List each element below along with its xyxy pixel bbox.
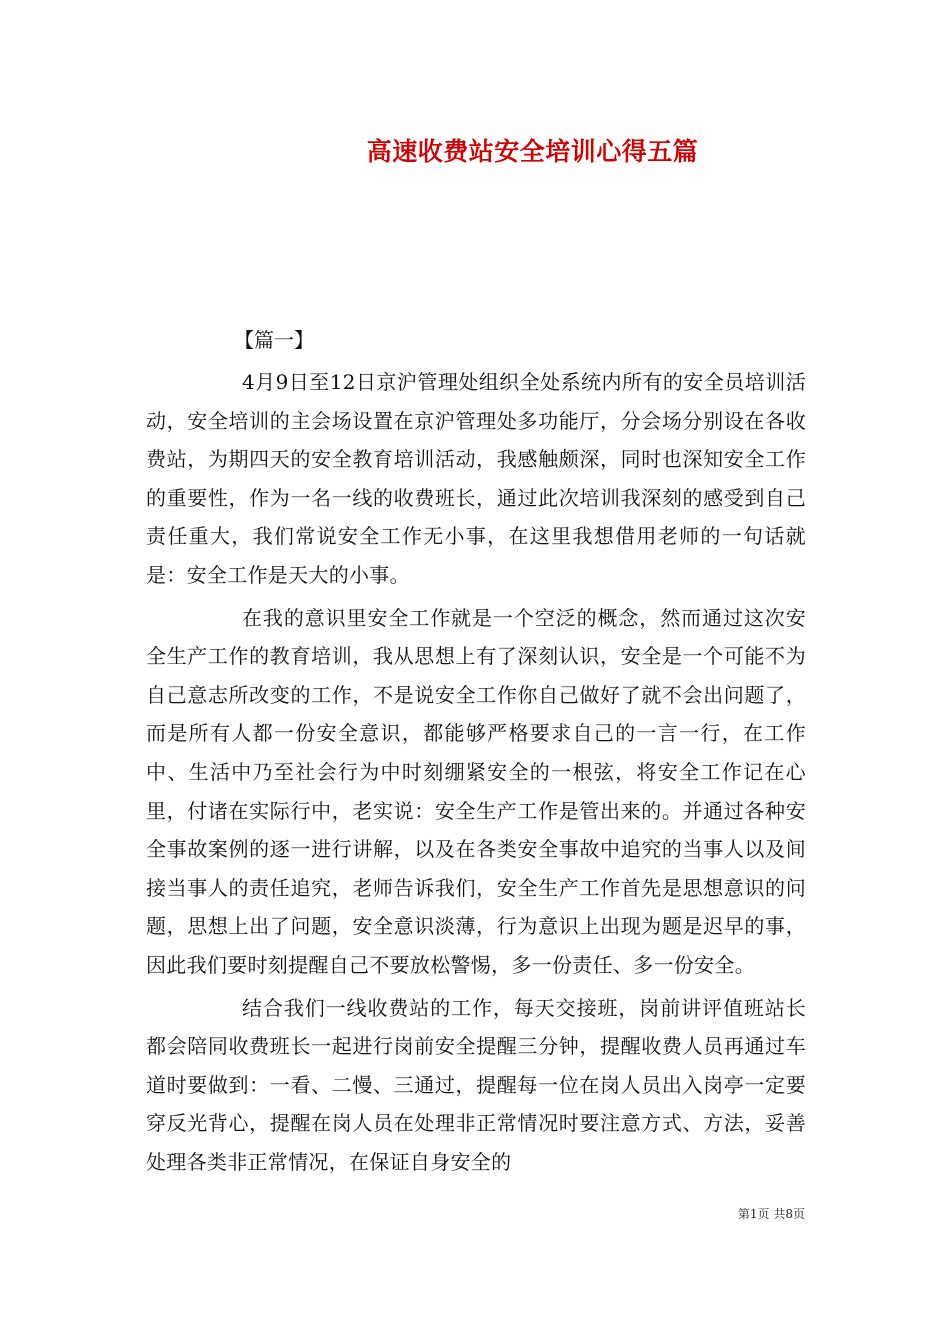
section-label: 【篇一】 [234,328,314,352]
paragraph-1: 4月9日至12日京沪管理处组织全处系统内所有的安全员培训活动，安全培训的主会场设置在京沪管理处多功能厅，分会场分别设在各收费站，为期四天的安全教育培训活动，我感触颇深，同时也深知安全工作的重要性，作为一名一线的收费班长，通过此次培训我深刻的感受到自己责任重大，我们常说安全工作无小事，在这里我想借用老师的一句话就是：安全工作是天大的小事。 [146,370,806,587]
paragraph-2: 在我的意识里安全工作就是一个空泛的概念，然而通过这次安全生产工作的教育培训，我从思想上有了深刻认识，安全是一个可能不为自己意志所改变的工作，不是说安全工作你自己做好了就不会出问题了，而是所有人都一份安全意识，都能够严格要求自己的一言一行，在工作中、生活中乃至社会行为中时刻绷紧安全的一根弦，将安全工作记在心里，付诸在实际行中，老实说：安全生产工作是管出来的。并通过各种安全事故案例的逐一进行讲解，以及在各类安全事故中追究的当事人以及间接当事人的责任追究，老师告诉我们，安全生产工作首先是思想意识的问题，思想上出了问题，安全意识淡薄，行为意识上出现为题是迟早的事，因此我们要时刻提醒自己不要放松警惕，多一份责任、多一份安全。 [146,605,806,977]
document-title: 高速收费站安全培训心得五篇 [366,137,699,166]
page-number-footer: 第1页 共8页 [737,1207,805,1221]
paragraph-3: 结合我们一线收费站的工作，每天交接班，岗前讲评值班站长都会陪同收费班长一起进行岗前安全提醒三分钟，提醒收费人员再通过车道时要做到：一看、二慢、三通过，提醒每一位在岗人员出入岗亭一定要穿反光背心，提醒在岗人员在处理非正常情况时要注意方式、方法，妥善处理各类非正常情况，在保证自身安全的 [146,995,806,1174]
document-body [146,325,806,1185]
